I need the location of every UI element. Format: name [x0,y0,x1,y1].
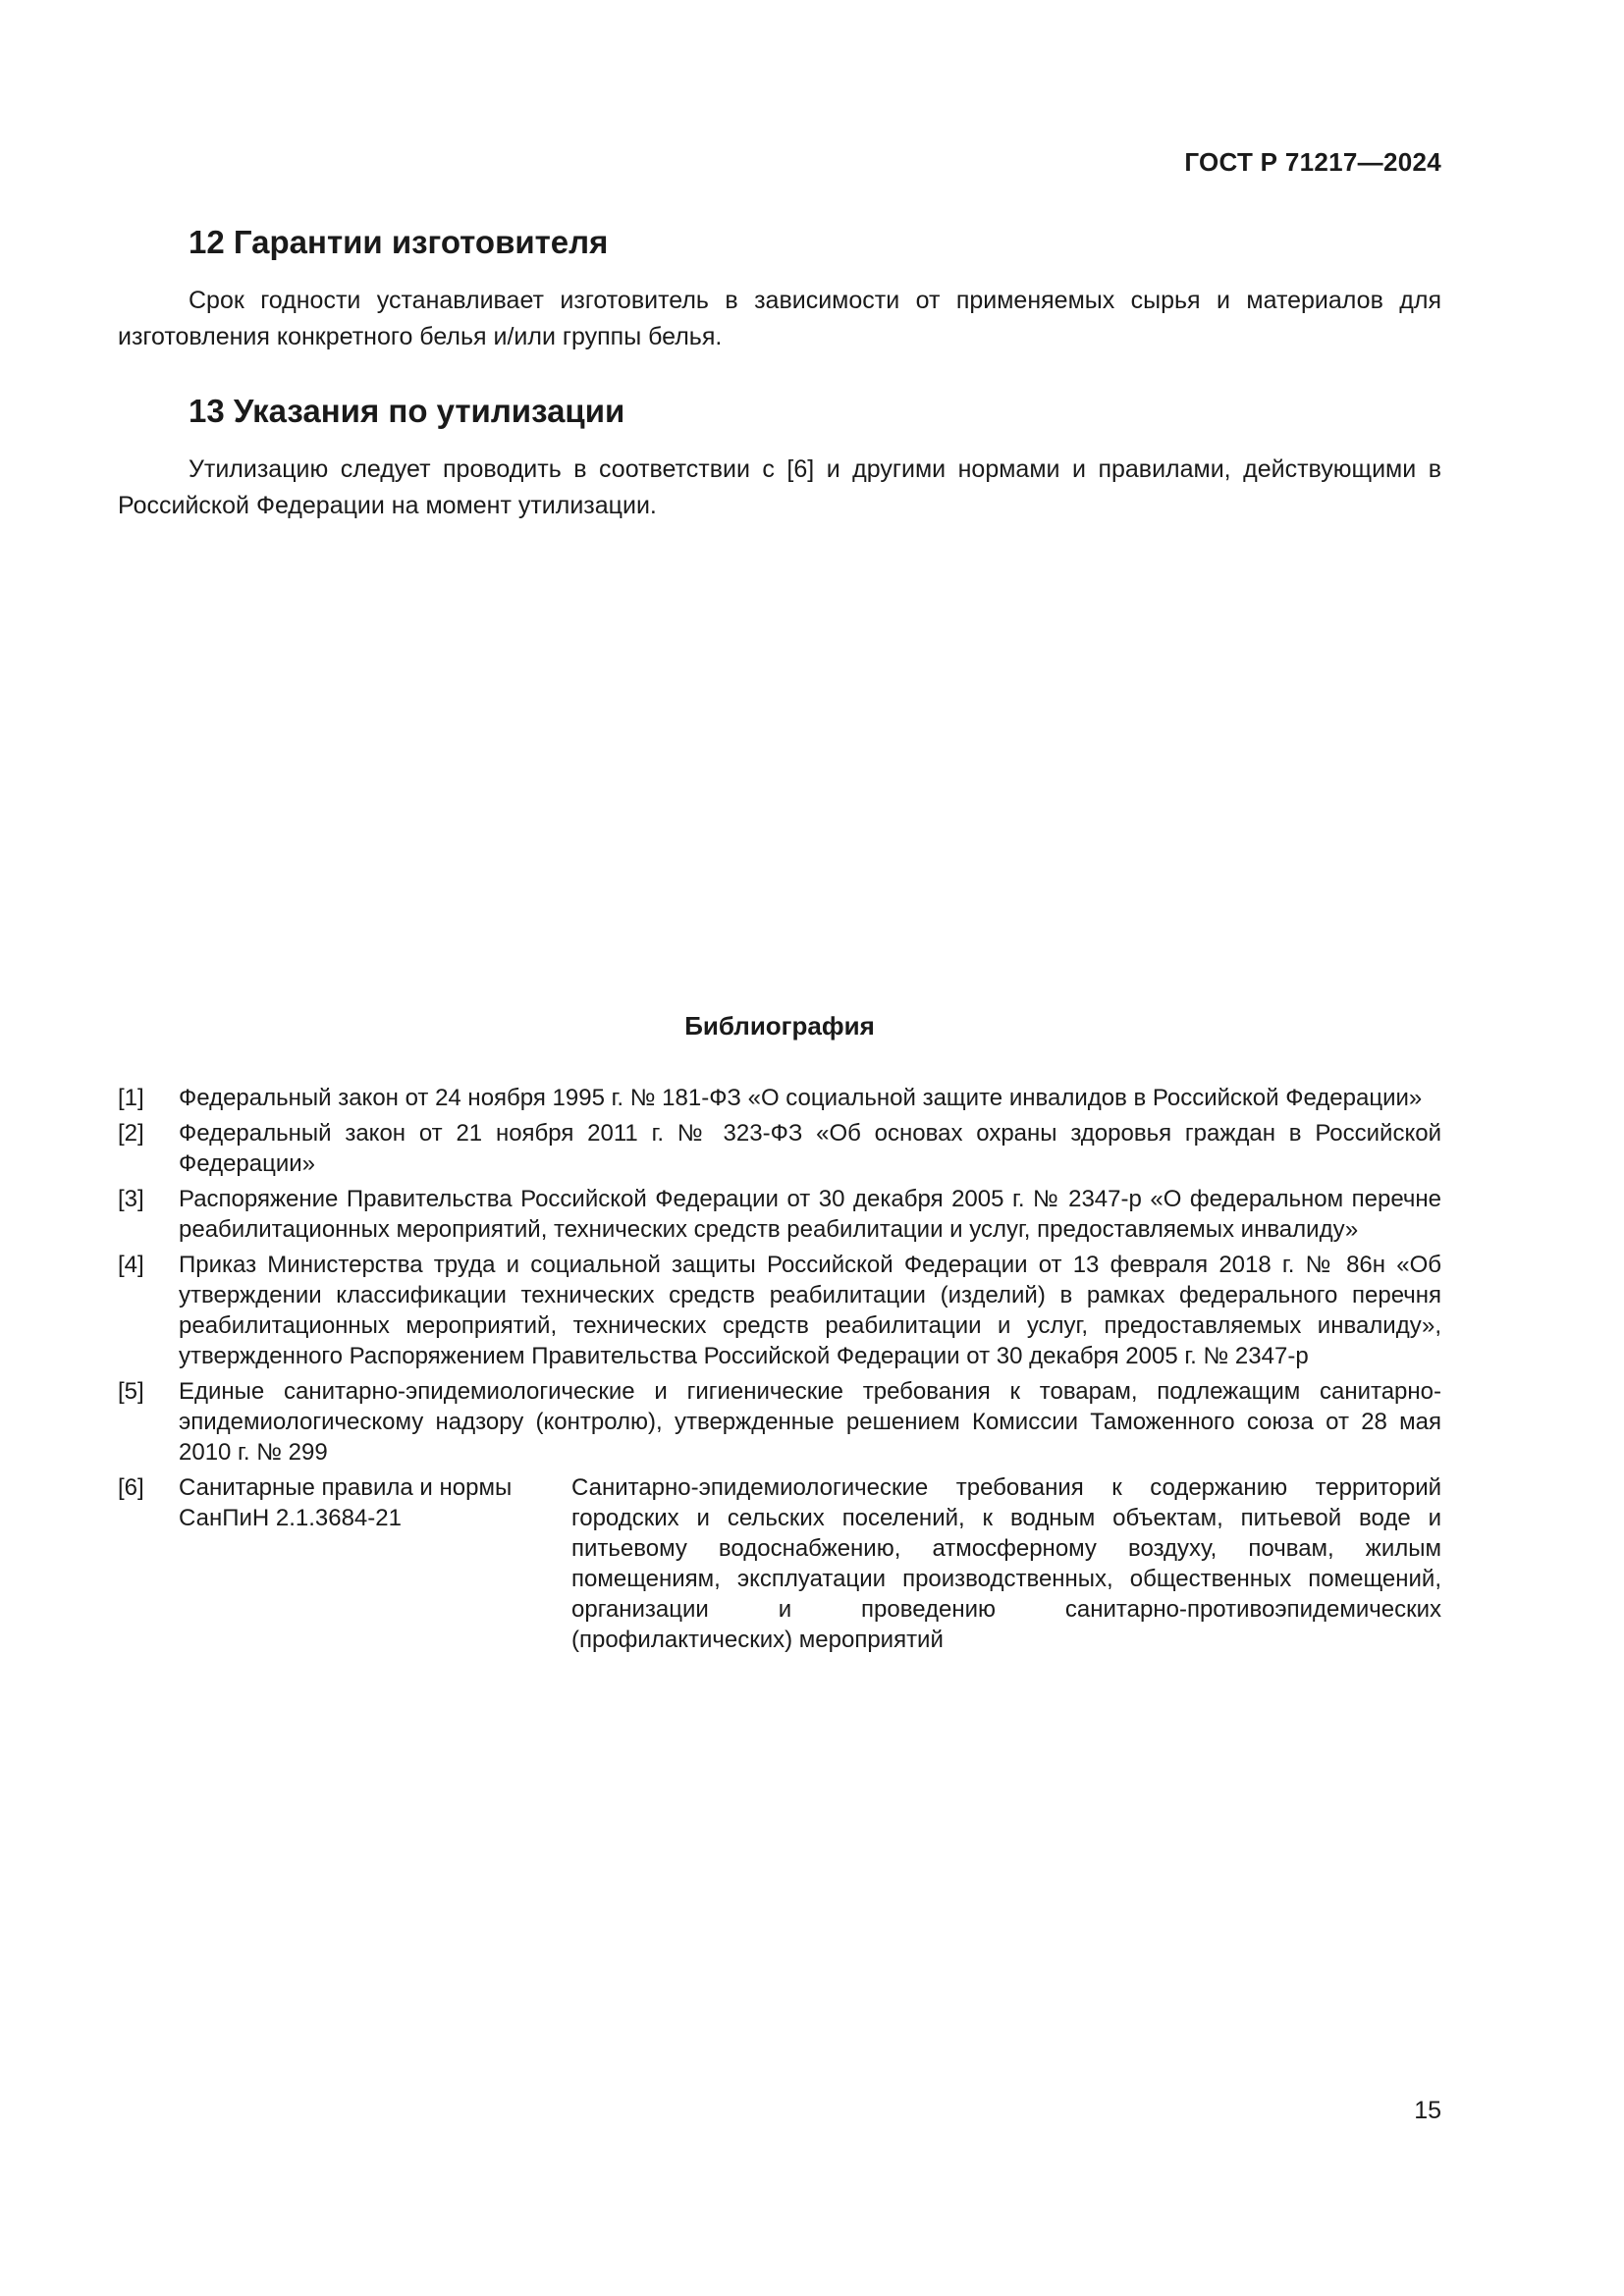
section-12 [118,224,1441,355]
bibliography-item [118,1083,1441,1113]
section-heading: 12 Гарантии изготовителя [189,224,609,260]
bibliography-item-number: [2] [118,1120,144,1147]
bibliography-list [118,1083,1441,1660]
section-heading: 13 Указания по утилизации [189,393,625,429]
bibliography-item [118,1118,1441,1179]
bibliography-item [118,1184,1441,1245]
bibliography-item-number: [5] [118,1378,144,1405]
bibliography-item [118,1472,1441,1655]
section-13 [118,393,1441,524]
bibliography-item-text: Распоряжение Правительства Российской Федерации от 30 декабря 2005 г. № 2347-р «О федеральном перечне реабилитационных мероприятий, технических средств реабилитации и услуг, предоставляемых инвалиду» [179,1186,1441,1243]
document-code: ГОСТ Р 71217—2024 [1184,147,1441,177]
bibliography-item-number: [6] [118,1474,144,1501]
section-paragraph: Утилизацию следует проводить в соответствии с [6] и другими нормами и правилами, действующими в Российской Федерации на момент утилизации. [118,455,1441,519]
bibliography-item [118,1250,1441,1371]
bibliography-item-number: [4] [118,1252,144,1278]
page-number: 15 [1414,2097,1441,2124]
bibliography-item-number: [3] [118,1186,144,1212]
bibliography-item-text: Единые санитарно-эпидемиологические и гигиенические требования к товарам, подлежащим санитарно-эпидемиологическому надзору (контролю), утвержденные решением Комиссии Таможенного союза от 28 мая 2010 г. № 299 [179,1378,1441,1466]
bibliography-item-source [179,1472,571,1655]
bibliography-item-text: Федеральный закон от 21 ноября 2011 г. № 323-ФЗ «Об основах охраны здоровья граждан в Российской Федерации» [179,1120,1441,1177]
bibliography-item-number: [1] [118,1085,144,1111]
bibliography-source-line: Санитарные правила и нормы [179,1474,513,1501]
bibliography-title: Библиография [684,1011,875,1041]
bibliography-item [118,1376,1441,1468]
bibliography-source-line: СанПиН 2.1.3684-21 [179,1505,402,1531]
section-paragraph: Срок годности устанавливает изготовитель в зависимости от применяемых сырья и материалов для изготовления конкретного белья и/или группы белья. [118,287,1441,350]
bibliography-item-description: Санитарно-эпидемиологические требования к содержанию территорий городских и сельских поселений, к водным объектам, питьевой воде и питьевому водоснабжению, атмосферному воздуху, почвам, жилым помещениям, эксплуатации производственных, общественных помещений, организации и проведению санитарно-противоэпидемических (профилактических) мероприятий [571,1474,1441,1653]
bibliography-item-text: Федеральный закон от 24 ноября 1995 г. № 181-ФЗ «О социальной защите инвалидов в Российской Федерации» [179,1085,1423,1111]
bibliography-item-text: Приказ Министерства труда и социальной защиты Российской Федерации от 13 февраля 2018 г. № 86н «Об утверждении классификации технических средств реабилитации (изделий) в рамках федерального перечня реабилитационных мероприятий, технических средств реабилитации и услуг, предоставляемых инвалиду», утвержденного Распоряжением Правительства Российской Федерации от 30 декабря 2005 г. № 2347-р [179,1252,1441,1369]
